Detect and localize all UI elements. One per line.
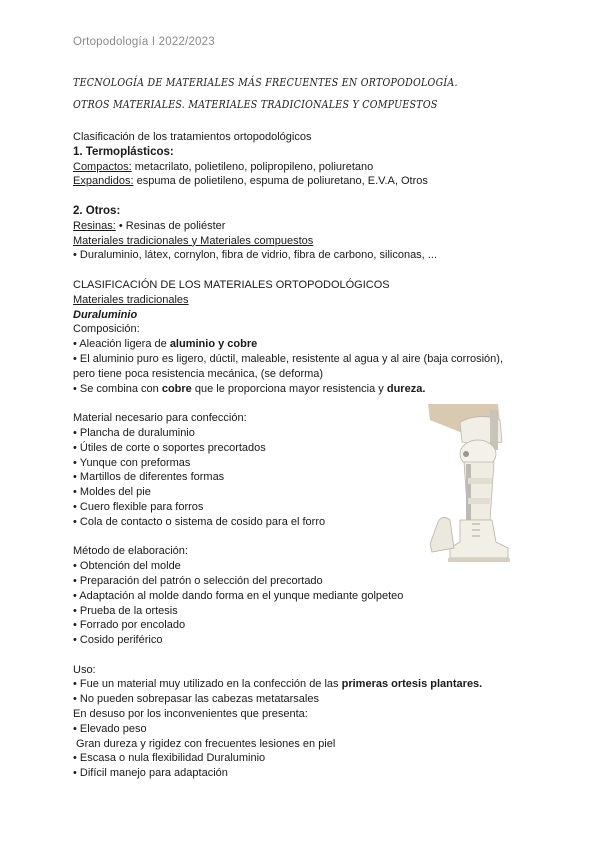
metodo-item: • Obtención del molde — [73, 560, 181, 573]
comp1-bold: aluminio y cobre — [169, 338, 258, 351]
uso-line-3: En desuso por los inconvenientes que presenta: — [73, 708, 308, 721]
comp3-bold2: dureza. — [386, 382, 426, 395]
uso-line-2: • No pueden sobrepasar las cabezas metatarsales — [73, 693, 319, 706]
uso-line-1 — [73, 677, 533, 692]
necesario-item: • Útiles de corte o soportes precortados — [73, 441, 266, 454]
metodo-heading: Método de elaboración: — [73, 545, 188, 558]
resinas-line — [73, 219, 533, 234]
necesario-item: • Cuero flexible para forros — [73, 500, 204, 513]
uso-line1-text: • Fue un material muy utilizado en la confección de las — [73, 678, 342, 691]
resinas-label: Resinas: — [73, 219, 116, 232]
metodo-item: • Cosido periférico — [73, 634, 163, 647]
compactos-line — [73, 160, 533, 175]
metodo-item: • Adaptación al molde dando forma en el yunque mediante golpeteo — [73, 589, 404, 602]
necesario-heading: Material necesario para confección: — [73, 412, 247, 425]
comp1-text: • Aleación ligera de — [73, 338, 170, 351]
otros-heading: 2. Otros: — [73, 204, 121, 217]
uso-line-6: • Escasa o nula flexibilidad Duraluminio — [73, 752, 266, 765]
trad-label: Materiales tradicionales — [73, 293, 189, 306]
comp3-pre: • Se combina con — [73, 382, 162, 395]
comp3-bold1: cobre — [161, 382, 192, 395]
clasificacion-intro: Clasificación de los tratamientos ortopodológicos — [73, 131, 312, 143]
composicion-item-2: • El aluminio puro es ligero, dúctil, maleable, resistente al agua y al aire (baja corrosión), pero tiene poca resistencia mecánica, (se deforma) — [73, 352, 504, 380]
uso-line-4: • Elevado peso — [73, 722, 147, 735]
document-title: TECNOLOGÍA DE MATERIALES MÁS FRECUENTES EN ORTOPODOLOGÍA. OTROS MATERIALES. MATERIALES TRADICIONALES Y COMPUESTOS — [73, 76, 458, 111]
expandidos-label: Expandidos: — [73, 175, 134, 188]
compactos-text: metacrilato, polietileno, polipropileno, poliuretano — [131, 160, 374, 173]
composicion-label: Composición: — [73, 323, 140, 336]
composicion-item-3 — [73, 382, 533, 397]
composicion-item-1 — [73, 337, 533, 352]
metodo-item: • Prueba de la ortesis — [73, 604, 178, 617]
metodo-item: • Preparación del patrón o selección del precortado — [73, 574, 323, 587]
uso-line-7: • Difícil manejo para adaptación — [73, 767, 228, 780]
uso-heading: Uso: — [73, 663, 96, 676]
orthosis-photo — [420, 402, 530, 567]
page-header: Ortopodología I 2022/2023 — [73, 36, 215, 48]
uso-line1-bold: primeras ortesis plantares. — [341, 678, 483, 691]
resinas-text: • Resinas de poliéster — [115, 219, 226, 232]
materiales-heading: CLASIFICACIÓN DE LOS MATERIALES ORTOPODOLÓGICOS — [73, 278, 390, 291]
termoplasticos-heading: 1. Termoplásticos: — [73, 145, 174, 158]
necesario-item: • Martillos de diferentes formas — [73, 471, 225, 484]
expandidos-text: espuma de polietileno, espuma de poliuretano, E.V.A, Otros — [133, 175, 428, 188]
expandidos-line — [73, 174, 533, 189]
comp3-mid: que le proporciona mayor resistencia y — [191, 382, 387, 395]
necesario-item: • Moldes del pie — [73, 486, 151, 499]
necesario-item: • Yunque con preformas — [73, 456, 191, 469]
uso-line-5: Gran dureza y rigidez con frecuentes lesiones en piel — [73, 737, 336, 750]
necesario-item: • Plancha de duraluminio — [73, 426, 195, 439]
duraluminio-label: Duraluminio — [73, 308, 138, 321]
necesario-item: • Cola de contacto o sistema de cosido para el forro — [73, 515, 326, 528]
trad-comp-label: Materiales tradicionales y Materiales compuestos — [73, 234, 314, 247]
compactos-label: Compactos: — [73, 160, 132, 173]
metodo-item: • Forrado por encolado — [73, 619, 186, 632]
trad-comp-list: • Duraluminio, látex, cornylon, fibra de vidrio, fibra de carbono, siliconas, ... — [73, 249, 437, 262]
